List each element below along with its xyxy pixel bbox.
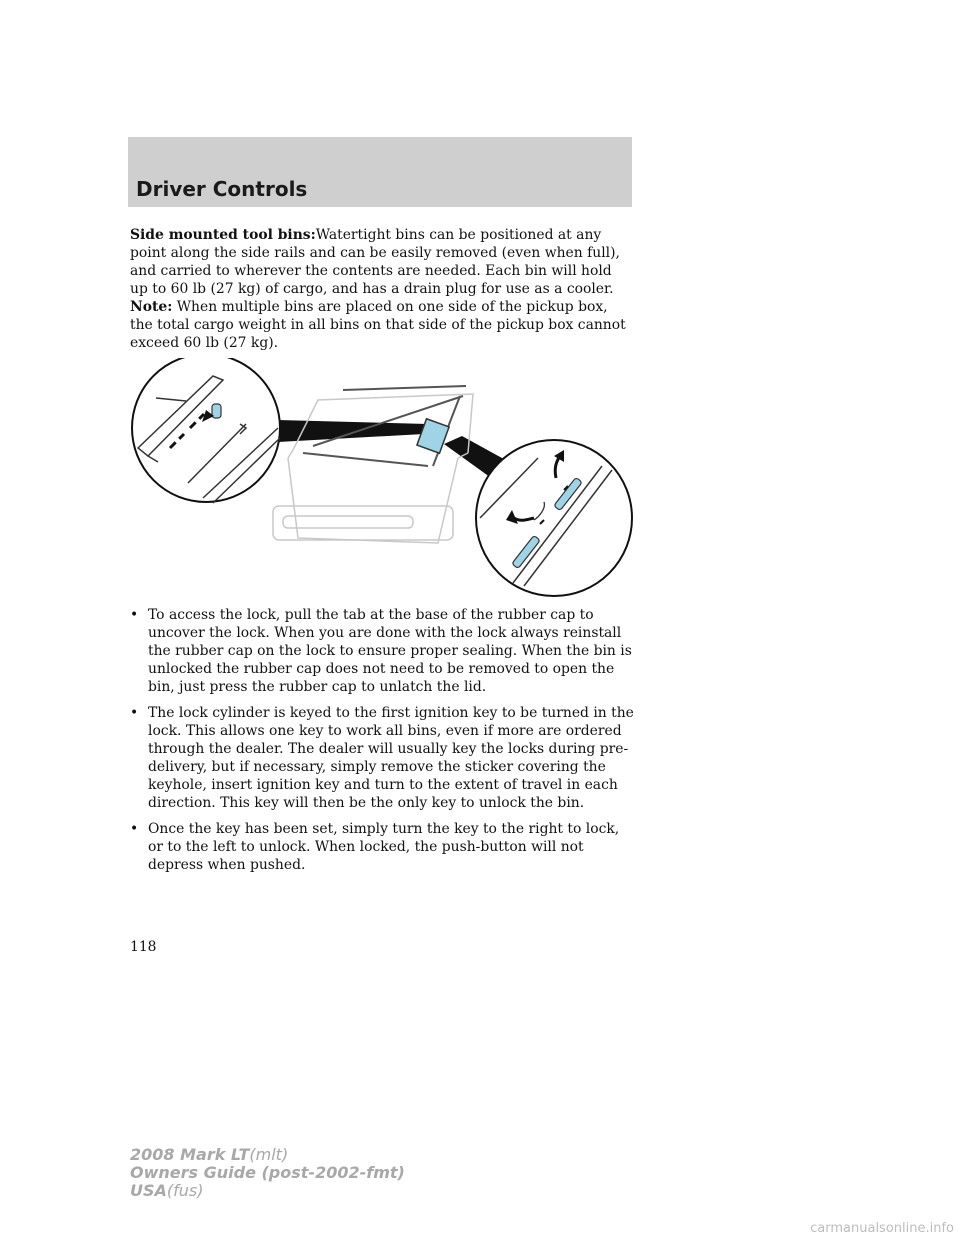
watermark: carmanualsonline.info — [810, 1221, 954, 1236]
footer-model: 2008 Mark LT — [130, 1145, 250, 1164]
page-number: 118 — [130, 939, 157, 955]
note-label: Note: — [130, 299, 173, 315]
intro-paragraph — [130, 226, 630, 352]
bullet-list — [130, 606, 636, 882]
bullet-text: To access the lock, pull the tab at the base of the rubber cap to uncover the lock. When you are done with the lock always reinstall the rubber cap on the lock to ensure proper sealing. When the bin is unlocked the rubber cap does not need to be removed to open the bin, just press the rubber cap to unlatch the lid. — [148, 607, 632, 695]
footer-line-3 — [130, 1182, 405, 1200]
callout-wedge-left — [278, 420, 428, 442]
bullet-item — [130, 606, 636, 696]
section-title: Driver Controls — [136, 177, 308, 201]
footer-line-1 — [130, 1146, 405, 1164]
intro-lead: Side mounted tool bins: — [130, 227, 316, 243]
header-band — [128, 137, 632, 207]
intro-text-2: When multiple bins are placed on one side of the pickup box, the total cargo weight in all bins on that side of the pickup box cannot exceed 60 lb (27 kg). — [130, 299, 626, 351]
bullet-item — [130, 704, 636, 812]
footer-market-code: (fus) — [166, 1181, 204, 1200]
intro-text-1: Watertight bins can be positioned at any point along the side rails and can be easily removed (even when full), and carried to wherever the contents are needed. Each bin will hold up to 60 lb (27 kg) of cargo, and has a drain plug for use as a cooler. — [130, 227, 620, 297]
footer-line-2: Owners Guide (post-2002-fmt) — [130, 1163, 405, 1182]
inset-left — [132, 358, 280, 503]
bullet-marker: • — [130, 607, 139, 623]
pickup-box — [273, 394, 473, 543]
bullet-text: The lock cylinder is keyed to the first ignition key to be turned in the lock. This allows one key to work all bins, even if more are ordered through the dealer. The dealer will usually key the locks during pre-delivery, but if necessary, simply remove the sticker covering the keyhole, insert ignition key and turn to the extent of travel in each direction. This key will then be the only key to unlock the bin. — [148, 705, 634, 811]
footer-model-code: (mlt) — [249, 1145, 289, 1164]
bullet-marker: • — [130, 821, 139, 837]
footer-document-info — [130, 1146, 405, 1200]
tool-bin-illustration — [128, 358, 648, 598]
inset-right — [476, 440, 632, 596]
bullet-text: Once the key has been set, simply turn the key to the right to lock, or to the left to unlock. When locked, the push-button will not depress when pushed. — [148, 821, 620, 873]
footer-market: USA — [130, 1181, 167, 1200]
bullet-marker: • — [130, 705, 139, 721]
bullet-item — [130, 820, 636, 874]
